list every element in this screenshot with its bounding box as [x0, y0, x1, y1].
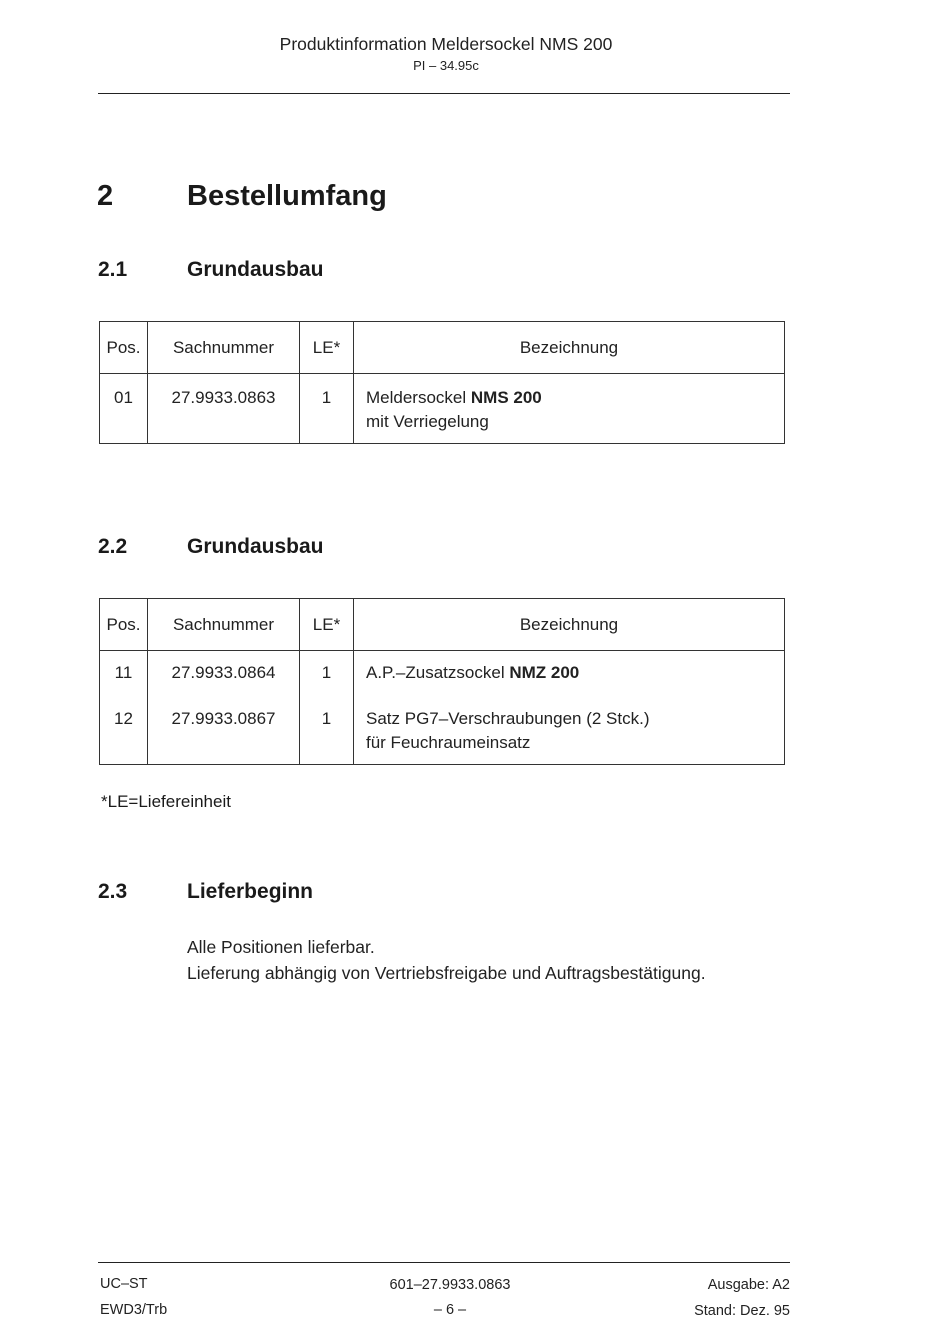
col-bezeichnung-header: Bezeichnung — [354, 599, 785, 651]
table-row — [100, 651, 785, 765]
footer-doc-number: 601–27.9933.0863 — [389, 1277, 511, 1293]
subsection-2-3-number: 2.3 — [98, 880, 128, 903]
row-le: 1 — [321, 663, 332, 682]
footer-rule — [98, 1262, 790, 1263]
footer-author: EWD3/Trb — [100, 1302, 168, 1318]
row-sachnummer: 27.9933.0867 — [171, 709, 276, 728]
row-model: NMZ 200 — [509, 663, 580, 682]
footer-department: UC–ST — [100, 1276, 148, 1292]
lieferbeginn-line-1: Alle Positionen lieferbar. — [187, 937, 375, 957]
col-sachnummer-header: Sachnummer — [148, 599, 300, 651]
row-bezeichnung: A.P.–Zusatzsockel — [366, 663, 510, 682]
row-pos: 12 — [114, 709, 133, 728]
row-model: NMS 200 — [470, 388, 542, 407]
subsection-2-1-title: Grundausbau — [187, 258, 324, 281]
row-le: 1 — [321, 709, 332, 728]
col-pos-header: Pos. — [100, 599, 148, 651]
row-bezeichnung: Satz PG7–Verschraubungen (2 Stck.) — [366, 709, 650, 728]
lieferbeginn-line-2: Lieferung abhängig von Vertriebsfreigabe und Auftragsbestätigung. — [187, 963, 706, 983]
section-title: Bestellumfang — [187, 180, 387, 212]
table-header-row — [100, 599, 785, 651]
table-row — [100, 374, 785, 444]
row-bezeichnung-line2: mit Verriegelung — [366, 412, 489, 431]
document-title: Produktinformation Meldersockel NMS 200 — [279, 34, 613, 54]
subsection-2-2-title: Grundausbau — [187, 535, 324, 558]
order-table-1 — [99, 321, 785, 444]
col-pos-header: Pos. — [100, 322, 148, 374]
row-sachnummer: 27.9933.0863 — [171, 388, 276, 407]
subsection-2-1-number: 2.1 — [98, 258, 128, 281]
page-number: – 6 – — [433, 1302, 467, 1318]
document-number: PI – 34.95c — [413, 58, 479, 73]
row-sachnummer: 27.9933.0864 — [171, 663, 276, 682]
order-table-2 — [99, 598, 785, 765]
footer-edition: Ausgabe: A2 — [707, 1277, 790, 1293]
row-le: 1 — [321, 388, 332, 407]
header-rule — [98, 93, 790, 94]
row-pos: 11 — [114, 663, 133, 682]
table-header-row — [100, 322, 785, 374]
footnote: *LE=Liefereinheit — [101, 792, 231, 811]
row-bezeichnung-line2: für Feuchraumeinsatz — [366, 733, 531, 752]
col-bezeichnung-header: Bezeichnung — [354, 322, 785, 374]
row-pos: 01 — [114, 388, 133, 407]
subsection-2-3-title: Lieferbeginn — [187, 880, 314, 903]
subsection-2-2-number: 2.2 — [98, 535, 128, 558]
col-le-header: LE* — [300, 599, 354, 651]
row-bezeichnung: Meldersockel — [366, 388, 471, 407]
col-sachnummer-header: Sachnummer — [148, 322, 300, 374]
footer-date: Stand: Dez. 95 — [694, 1303, 790, 1319]
col-le-header: LE* — [300, 322, 354, 374]
section-number: 2 — [97, 180, 114, 212]
